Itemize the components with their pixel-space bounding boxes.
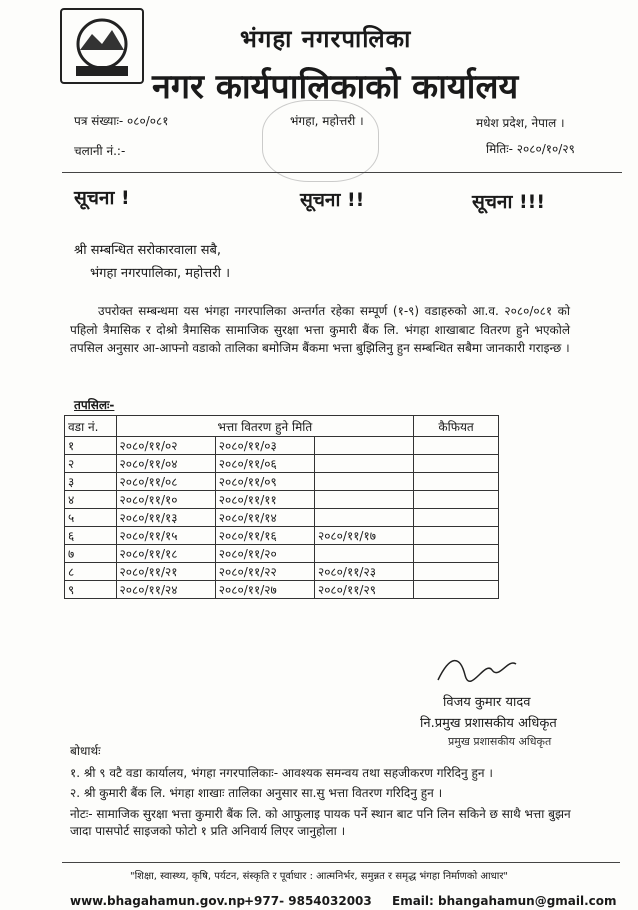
ward-cell: २ [65,455,117,473]
remarks-cell [414,491,499,509]
date-cell: २०८०/११/०४ [116,455,215,473]
letter-date: मितिः- २०८०/१०/२९ [486,142,575,156]
notice-heading-center: सूचना !! [300,189,365,211]
cc-label: बोधार्थः [70,744,101,758]
table-row [65,563,499,581]
ward-cell: ६ [65,527,117,545]
date-cell [314,509,413,527]
office-name: नगर कार्यपालिकाको कार्यालय [152,67,519,107]
footer-email[interactable]: Email: bhangahamun@gmail.com [392,894,617,908]
remarks-cell [414,527,499,545]
ward-cell: ३ [65,473,117,491]
cc-item-2: २. श्री कुमारी बैंक लि. भंगहा शाखाः तालिका अनुसार सा.सु भत्ता वितरण गरिदिनु हुन । [70,786,443,800]
ward-cell: ७ [65,545,117,563]
notice-body: उपरोक्त सम्बन्धमा यस भंगहा नगरपालिका अन्तर्गत रहेका सम्पूर्ण (१-९) वडाहरुको आ.व. २०८०/०८१ को पहिलो त्रैमासिक र दोश्रो त्रैमासिक सामाजिक सुरक्षा भत्ता कुमारी बैंक लि. भंगहा शाखाबाट वितरण हुने भएकोले तपसिल अनुसार आ-आफ्नो वडाको तालिका बमोजिम बैंकमा भत्ता बुझिलिनु हुन सम्बन्धित सबैमा जानकारी गराइन्छ । [70,304,570,355]
date-cell: २०८०/११/२७ [215,581,314,599]
date-cell [314,491,413,509]
remarks-cell [414,455,499,473]
date-cell: २०८०/११/२० [215,545,314,563]
date-cell: २०८०/११/०६ [215,455,314,473]
header-ward: वडा नं. [65,416,117,437]
date-cell: २०८०/११/११ [215,491,314,509]
date-cell: २०८०/११/२२ [215,563,314,581]
date-cell: २०८०/११/१८ [116,545,215,563]
dispatch-number: चलानी नं.:- [74,144,126,158]
date-cell: २०८०/११/१६ [215,527,314,545]
date-cell [314,437,413,455]
date-cell: २०८०/११/१४ [215,509,314,527]
table-row [65,491,499,509]
remarks-cell [414,563,499,581]
date-cell: २०८०/११/२४ [116,581,215,599]
signatory-title: नि.प्रमुख प्रशासकीय अधिकृत [420,716,557,731]
remarks-cell [414,509,499,527]
table-row [65,437,499,455]
date-cell: २०८०/११/१३ [116,509,215,527]
municipality-logo [60,8,144,84]
note-text: नोटः- सामाजिक सुरक्षा भत्ता कुमारी बैंक लि. को आफुलाइ पायक पर्ने स्थान बाट पनि लिन सकिने छ साथै भत्ता बुझन जादा पासपोर्ट साइजको फोटो १ प्रति अनिवार्य लिएर जानुहोला । [70,807,571,838]
province: मधेश प्रदेश, नेपाल । [476,116,565,130]
table-row [65,581,499,599]
ward-cell: ५ [65,509,117,527]
date-cell: २०८०/११/१७ [314,527,413,545]
remarks-cell [414,437,499,455]
header-divider [62,172,622,173]
addressee-line2: भंगहा नगरपालिका, महोत्तरी । [90,266,231,281]
remarks-cell [414,473,499,491]
notice-heading-left: सूचना ! [74,187,130,209]
cc-item-1: १. श्री ९ वटै वडा कार्यालय, भंगहा नगरपालिकाः- आवश्यक समन्वय तथा सहजीकरण गरिदिनु हुन । [70,766,493,780]
signatory-name: विजय कुमार यादव [443,695,531,710]
office-stamp [262,100,379,182]
ward-cell: ९ [65,581,117,599]
date-cell: २०८०/११/२१ [116,563,215,581]
footer-phone: +977- 9854032003 [244,894,372,908]
date-cell: २०८०/११/२३ [314,563,413,581]
distribution-table [64,415,499,599]
remarks-cell [414,545,499,563]
table-row [65,509,499,527]
signature-scribble [430,650,520,690]
notice-heading-right: सूचना !!! [472,191,545,213]
date-cell: २०८०/११/१० [116,491,215,509]
date-cell: २०८०/११/०२ [116,437,215,455]
table-header-row [65,416,499,437]
ref-number: पत्र संख्याः- ०८०/०८१ [74,114,169,128]
header-dates: भत्ता वितरण हुने मिति [116,416,414,437]
table-row [65,545,499,563]
location: भंगहा, महोत्तरी । [290,114,364,128]
date-cell [314,473,413,491]
date-cell: २०८०/११/०९ [215,473,314,491]
signatory-stamp: प्रमुख प्रशासकीय अधिकृत [448,735,552,748]
addressee-line1: श्री सम्बन्धित सरोकारवाला सबै, [74,243,222,258]
date-cell: २०८०/११/०८ [116,473,215,491]
date-cell: २०८०/११/०३ [215,437,314,455]
table-row [65,527,499,545]
schedule-label: तपसिलः- [74,398,115,412]
table-row [65,455,499,473]
footer-slogan: "शिक्षा, स्वास्थ्य, कृषि, पर्यटन, संस्कृति र पूर्वाधार : आत्मनिर्भर, समुन्नत र समृद्ध भंगहा निर्माणको आधार" [129,871,509,882]
date-cell: २०८०/११/१५ [116,527,215,545]
footer-divider [62,862,620,863]
remarks-cell [414,581,499,599]
date-cell [314,545,413,563]
municipality-name: भंगहा नगरपालिका [240,25,412,53]
header-remarks: कैफियत [414,416,499,437]
date-cell [314,455,413,473]
ward-cell: ४ [65,491,117,509]
date-cell: २०८०/११/२९ [314,581,413,599]
ward-cell: १ [65,437,117,455]
footer-website[interactable]: www.bhagahamun.gov.np [70,894,246,908]
ward-cell: ८ [65,563,117,581]
table-row [65,473,499,491]
